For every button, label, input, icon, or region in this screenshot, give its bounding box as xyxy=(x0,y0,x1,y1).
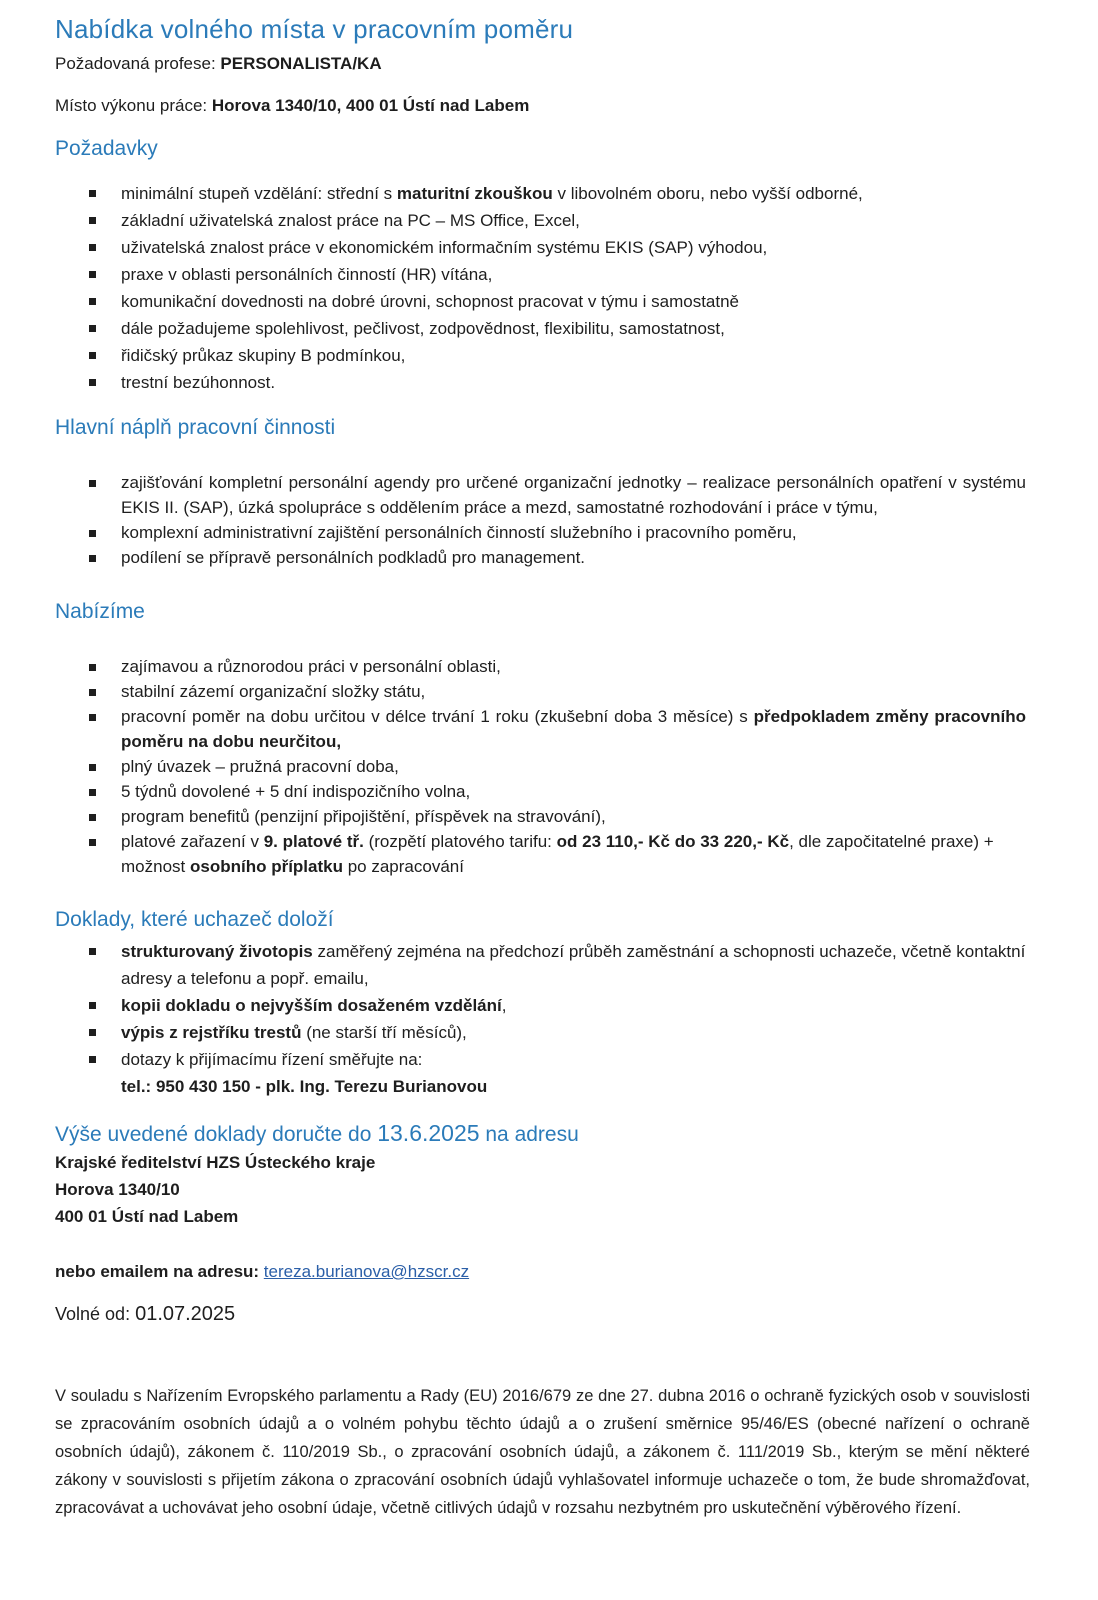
address-line-1: Krajské ředitelství HZS Ústeckého kraje xyxy=(55,1153,376,1172)
list-item: stabilní zázemí organizační složky státu, xyxy=(0,679,1026,704)
duties-list xyxy=(0,470,1098,570)
bullet-icon xyxy=(89,271,96,278)
bullet-icon xyxy=(89,555,96,562)
bullet-icon xyxy=(89,1056,96,1063)
list-item: podílení se přípravě personálních podkladů pro management. xyxy=(0,545,1026,570)
available-label: Volné od: xyxy=(55,1304,136,1324)
workplace-label: Místo výkonu práce: xyxy=(55,96,212,115)
bullet-icon xyxy=(89,379,96,386)
workplace-line xyxy=(55,95,529,117)
bullet-icon xyxy=(89,480,96,487)
list-item: strukturovaný životopis zaměřený zejména na předchozí průběh zaměstnání a schopnosti uchazeče, včetně kontaktní adresy a telefonu a popř. emailu, xyxy=(0,938,1026,992)
list-item: 5 týdnů dovolené + 5 dní indispozičního volna, xyxy=(0,779,1026,804)
email-line xyxy=(55,1261,469,1283)
bullet-icon xyxy=(89,764,96,771)
bullet-icon xyxy=(89,1002,96,1009)
list-item: dále požadujeme spolehlivost, pečlivost, zodpovědnost, flexibilitu, samostatnost, xyxy=(0,315,1026,342)
list-item: minimální stupeň vzdělání: střední s maturitní zkouškou v libovolném oboru, nebo vyšší odborné, xyxy=(0,180,1026,207)
bullet-icon xyxy=(89,839,96,846)
bullet-icon xyxy=(89,530,96,537)
bullet-icon xyxy=(89,217,96,224)
profession-value: PERSONALISTA/KA xyxy=(220,54,382,73)
bullet-icon xyxy=(89,298,96,305)
bullet-icon xyxy=(89,190,96,197)
address-line-2: Horova 1340/10 xyxy=(55,1180,180,1199)
bullet-icon xyxy=(89,1029,96,1036)
list-item: praxe v oblasti personálních činností (HR) vítána, xyxy=(0,261,1026,288)
list-item: komunikační dovednosti na dobré úrovni, schopnost pracovat v týmu i samostatně xyxy=(0,288,1026,315)
bullet-icon xyxy=(89,664,96,671)
list-item: program benefitů (penzijní připojištění, příspěvek na stravování), xyxy=(0,804,1026,829)
list-item: pracovní poměr na dobu určitou v délce trvání 1 roku (zkušební doba 3 měsíce) s předpokladem změny pracovního poměru na dobu neurčitou, xyxy=(0,704,1026,754)
offer-list xyxy=(0,654,1098,879)
bullet-icon xyxy=(89,352,96,359)
email-label: nebo emailem na adresu: xyxy=(55,1262,264,1281)
list-item-salary: platové zařazení v 9. platové tř. (rozpětí platového tarifu: od 23 110,- Kč do 33 220,- Kč, dle započitatelné praxe) + možnost osobního příplatku po zapracování xyxy=(0,829,1026,879)
workplace-value: Horova 1340/10, 400 01 Ústí nad Labem xyxy=(211,96,530,115)
page-title: Nabídka volného místa v pracovním poměru xyxy=(55,14,574,44)
list-item: plný úvazek – pružná pracovní doba, xyxy=(0,754,1026,779)
documents-heading: Doklady, které uchazeč doloží xyxy=(55,908,334,931)
list-item: uživatelská znalost práce v ekonomickém informačním systému EKIS (SAP) výhodou, xyxy=(0,234,1026,261)
profession-label: Požadovaná profese: xyxy=(55,54,221,73)
delivery-date: 13.6.2025 xyxy=(377,1120,480,1146)
gdpr-notice: V souladu s Nařízením Evropského parlamentu a Rady (EU) 2016/679 ze dne 27. dubna 2016 o ochraně fyzických osob v souvislosti se zpracováním osobních údajů a o volném pohybu těchto údajů a o zrušení směrnice 95/46/ES (obecné nařízení o ochraně osobních údajů), zákonem č. 110/2019 Sb., o zpracování osobních údajů, a zákonem č. 111/2019 Sb., kterým se mění některé zákony v souvislosti s přijetím zákona o zpracování osobních údajů vyhlašovatel informuje uchazeče o tom, že bude shromažďovat, zpracovávat a uchovávat jeho osobní údaje, včetně citlivých údajů v rozsahu nezbytném pro uskutečnění výběrového řízení. xyxy=(55,1387,1030,1517)
list-item: kopii dokladu o nejvyšším dosaženém vzdělání, xyxy=(0,992,1026,1019)
available-line xyxy=(55,1303,235,1325)
requirements-list xyxy=(0,180,1098,396)
list-item: základní uživatelská znalost práce na PC – MS Office, Excel, xyxy=(0,207,1026,234)
list-item: zajímavou a různorodou práci v personální oblasti, xyxy=(0,654,1026,679)
list-item: řidičský průkaz skupiny B podmínkou, xyxy=(0,342,1026,369)
bullet-icon xyxy=(89,789,96,796)
list-item: výpis z rejstříku trestů (ne starší tří měsíců), xyxy=(0,1019,1026,1046)
bullet-icon xyxy=(89,325,96,332)
available-date: 01.07.2025 xyxy=(135,1303,236,1325)
bullet-icon xyxy=(89,948,96,955)
offer-heading: Nabízíme xyxy=(55,600,145,623)
delivery-heading: Výše uvedené doklady doručte do 13.6.2025 na adresu xyxy=(55,1120,579,1146)
list-item: komplexní administrativní zajištění personálních činností služebního i pracovního poměru, xyxy=(0,520,1026,545)
email-link[interactable]: tereza.burianova@hzscr.cz xyxy=(263,1262,470,1281)
list-item: trestní bezúhonnost. xyxy=(0,369,1026,396)
address-line-3: 400 01 Ústí nad Labem xyxy=(55,1207,239,1226)
bullet-icon xyxy=(89,714,96,721)
profession-line xyxy=(55,53,382,75)
list-item: dotazy k přijímacímu řízení směřujte na: tel.: 950 430 150 - plk. Ing. Terezu Burianovou xyxy=(0,1046,1026,1100)
contact-phone: tel.: 950 430 150 - plk. Ing. Terezu Burianovou xyxy=(121,1077,488,1096)
duties-heading: Hlavní náplň pracovní činnosti xyxy=(55,416,336,439)
bullet-icon xyxy=(89,244,96,251)
documents-list xyxy=(0,938,1098,1100)
list-item: zajišťování kompletní personální agendy pro určené organizační jednotky – realizace personálních opatření v systému EKIS II. (SAP), úzká spolupráce s oddělením práce a mezd, samostatné rozhodování i práce v týmu, xyxy=(0,470,1026,520)
bullet-icon xyxy=(89,814,96,821)
requirements-heading: Požadavky xyxy=(55,137,158,160)
bullet-icon xyxy=(89,689,96,696)
